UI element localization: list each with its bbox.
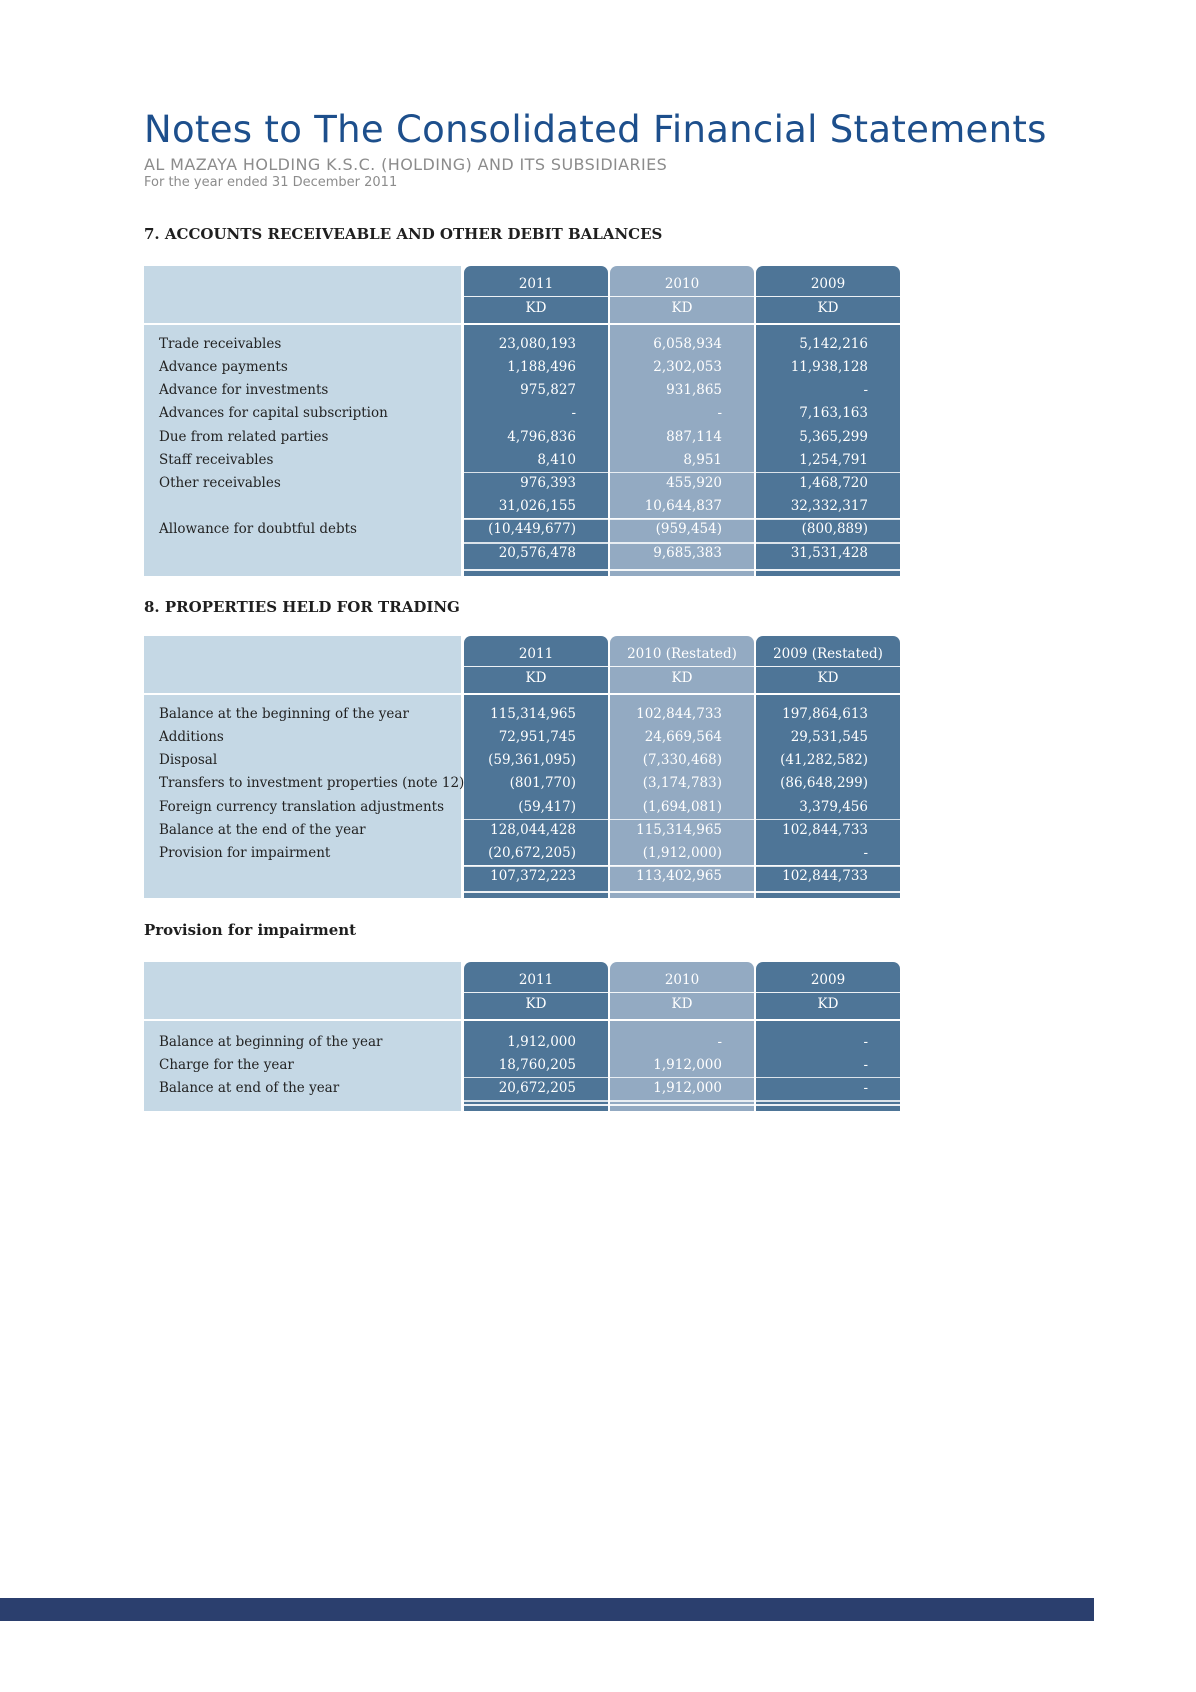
- note8-heading: 8. PROPERTIES HELD FOR TRADING: [144, 598, 460, 616]
- table-row-label: Charge for the year: [159, 1057, 294, 1073]
- column-year-header: 2009 (Restated): [773, 646, 883, 662]
- table-cell-value: 31,531,428: [790, 545, 868, 561]
- column-unit-header: KD: [525, 996, 547, 1012]
- company-name: AL MAZAYA HOLDING K.S.C. (HOLDING) AND ITS SUBSIDIARIES: [144, 155, 668, 174]
- table-cell-value: -: [863, 382, 868, 398]
- value-column-1: [464, 266, 608, 576]
- note8-table: [144, 636, 901, 898]
- table-cell-value: -: [571, 405, 576, 421]
- table-row-label: Provision for impairment: [159, 845, 331, 861]
- table-cell-value: 18,760,205: [498, 1057, 576, 1073]
- table-cell-value: 10,644,837: [644, 498, 722, 514]
- note7-heading: 7. ACCOUNTS RECEIVEABLE AND OTHER DEBIT BALANCES: [144, 225, 663, 243]
- table-cell-value: 113,402,965: [636, 868, 722, 884]
- footer-bar: [0, 1598, 1094, 1621]
- table-cell-value: (86,648,299): [780, 775, 868, 791]
- table-cell-value: 2,302,053: [653, 359, 722, 375]
- table-cell-value: 931,865: [666, 382, 722, 398]
- table-cell-value: -: [863, 1057, 868, 1073]
- column-year-header: 2011: [518, 276, 554, 292]
- table-row-label: Balance at the beginning of the year: [159, 706, 409, 722]
- column-unit-header: KD: [525, 670, 547, 686]
- table-cell-value: 6,058,934: [653, 336, 722, 352]
- table-row-label: Advance for investments: [159, 382, 329, 398]
- table-cell-value: 20,672,205: [498, 1080, 576, 1096]
- table-cell-value: (1,694,081): [642, 799, 722, 815]
- table-cell-value: (7,330,468): [642, 752, 722, 768]
- table-cell-value: 32,332,317: [790, 498, 868, 514]
- table-cell-value: 102,844,733: [782, 868, 868, 884]
- table-row-label: Advances for capital subscription: [159, 405, 388, 421]
- column-year-header: 2009: [810, 972, 846, 988]
- table-cell-value: -: [863, 1080, 868, 1096]
- column-year-header: 2010 (Restated): [627, 646, 737, 662]
- table-row-label: Allowance for doubtful debts: [159, 521, 357, 537]
- column-year-header: 2010: [664, 972, 700, 988]
- table-cell-value: -: [717, 1034, 722, 1050]
- column-year-header: 2011: [518, 972, 554, 988]
- column-year-header: 2009: [810, 276, 846, 292]
- table-cell-value: 23,080,193: [498, 336, 576, 352]
- column-unit-header: KD: [817, 670, 839, 686]
- column-unit-header: KD: [817, 300, 839, 316]
- table-cell-value: -: [863, 1034, 868, 1050]
- table-cell-value: 4,796,836: [507, 429, 576, 445]
- table-cell-value: 1,912,000: [653, 1080, 722, 1096]
- table-cell-value: 107,372,223: [490, 868, 576, 884]
- table-cell-value: 1,912,000: [507, 1034, 576, 1050]
- provision-table: [144, 962, 901, 1111]
- table-cell-value: (1,912,000): [642, 845, 722, 861]
- column-year-header: 2010: [664, 276, 700, 292]
- table-row-label: Balance at end of the year: [159, 1080, 340, 1096]
- table-cell-value: (41,282,582): [780, 752, 868, 768]
- value-column-2: [610, 636, 754, 898]
- column-unit-header: KD: [671, 996, 693, 1012]
- table-cell-value: 455,920: [666, 475, 722, 491]
- value-column-2: [610, 266, 754, 576]
- table-row-label: Staff receivables: [159, 452, 274, 468]
- value-column-3: [756, 962, 900, 1111]
- table-row-label: Due from related parties: [159, 429, 329, 445]
- table-cell-value: 7,163,163: [799, 405, 868, 421]
- column-unit-header: KD: [817, 996, 839, 1012]
- table-cell-value: 115,314,965: [636, 822, 722, 838]
- table-cell-value: 9,685,383: [653, 545, 722, 561]
- table-cell-value: (59,361,095): [488, 752, 576, 768]
- provision-heading: Provision for impairment: [144, 921, 357, 939]
- table-cell-value: 8,410: [537, 452, 576, 468]
- table-cell-value: (800,889): [801, 521, 868, 537]
- value-column-1: [464, 636, 608, 898]
- value-column-3: [756, 266, 900, 576]
- table-cell-value: (59,417): [518, 799, 576, 815]
- table-cell-value: 128,044,428: [490, 822, 576, 838]
- table-cell-value: 5,365,299: [799, 429, 868, 445]
- table-row-label: Trade receivables: [159, 336, 282, 352]
- table-cell-value: -: [717, 405, 722, 421]
- table-cell-value: 115,314,965: [490, 706, 576, 722]
- value-column-3: [756, 636, 900, 898]
- value-column-1: [464, 962, 608, 1111]
- table-cell-value: 1,468,720: [799, 475, 868, 491]
- table-cell-value: 102,844,733: [782, 822, 868, 838]
- table-cell-value: 1,188,496: [507, 359, 576, 375]
- table-cell-value: 72,951,745: [498, 729, 576, 745]
- table-cell-value: (3,174,783): [642, 775, 722, 791]
- table-cell-value: 887,114: [666, 429, 722, 445]
- table-cell-value: 1,254,791: [799, 452, 868, 468]
- table-cell-value: (801,770): [509, 775, 576, 791]
- table-row-label: Additions: [159, 729, 224, 745]
- table-cell-value: 976,393: [520, 475, 576, 491]
- reporting-period: For the year ended 31 December 2011: [144, 175, 398, 190]
- table-cell-value: (10,449,677): [488, 521, 576, 537]
- table-row-label: Advance payments: [159, 359, 288, 375]
- table-cell-value: 5,142,216: [799, 336, 868, 352]
- page-title: Notes to The Consolidated Financial Statements: [144, 108, 1047, 151]
- column-unit-header: KD: [671, 670, 693, 686]
- table-cell-value: 975,827: [520, 382, 576, 398]
- table-cell-value: 197,864,613: [782, 706, 868, 722]
- table-cell-value: 29,531,545: [790, 729, 868, 745]
- table-cell-value: 11,938,128: [790, 359, 868, 375]
- table-cell-value: -: [863, 845, 868, 861]
- table-cell-value: 20,576,478: [498, 545, 576, 561]
- table-row-label: Other receivables: [159, 475, 281, 491]
- column-unit-header: KD: [671, 300, 693, 316]
- table-cell-value: 3,379,456: [799, 799, 868, 815]
- table-row-label: Transfers to investment properties (note 12): [159, 775, 465, 791]
- table-row-label: Balance at the end of the year: [159, 822, 366, 838]
- table-row-label: Disposal: [159, 752, 218, 768]
- table-cell-value: (20,672,205): [488, 845, 576, 861]
- note7-table: [144, 266, 901, 576]
- table-cell-value: 102,844,733: [636, 706, 722, 722]
- value-column-2: [610, 962, 754, 1111]
- column-year-header: 2011: [518, 646, 554, 662]
- table-cell-value: 1,912,000: [653, 1057, 722, 1073]
- table-row-label: Balance at beginning of the year: [159, 1034, 383, 1050]
- table-row-label: Foreign currency translation adjustments: [159, 799, 445, 815]
- column-unit-header: KD: [525, 300, 547, 316]
- table-cell-value: 31,026,155: [498, 498, 576, 514]
- table-cell-value: 24,669,564: [644, 729, 722, 745]
- table-cell-value: (959,454): [655, 521, 722, 537]
- table-cell-value: 8,951: [683, 452, 722, 468]
